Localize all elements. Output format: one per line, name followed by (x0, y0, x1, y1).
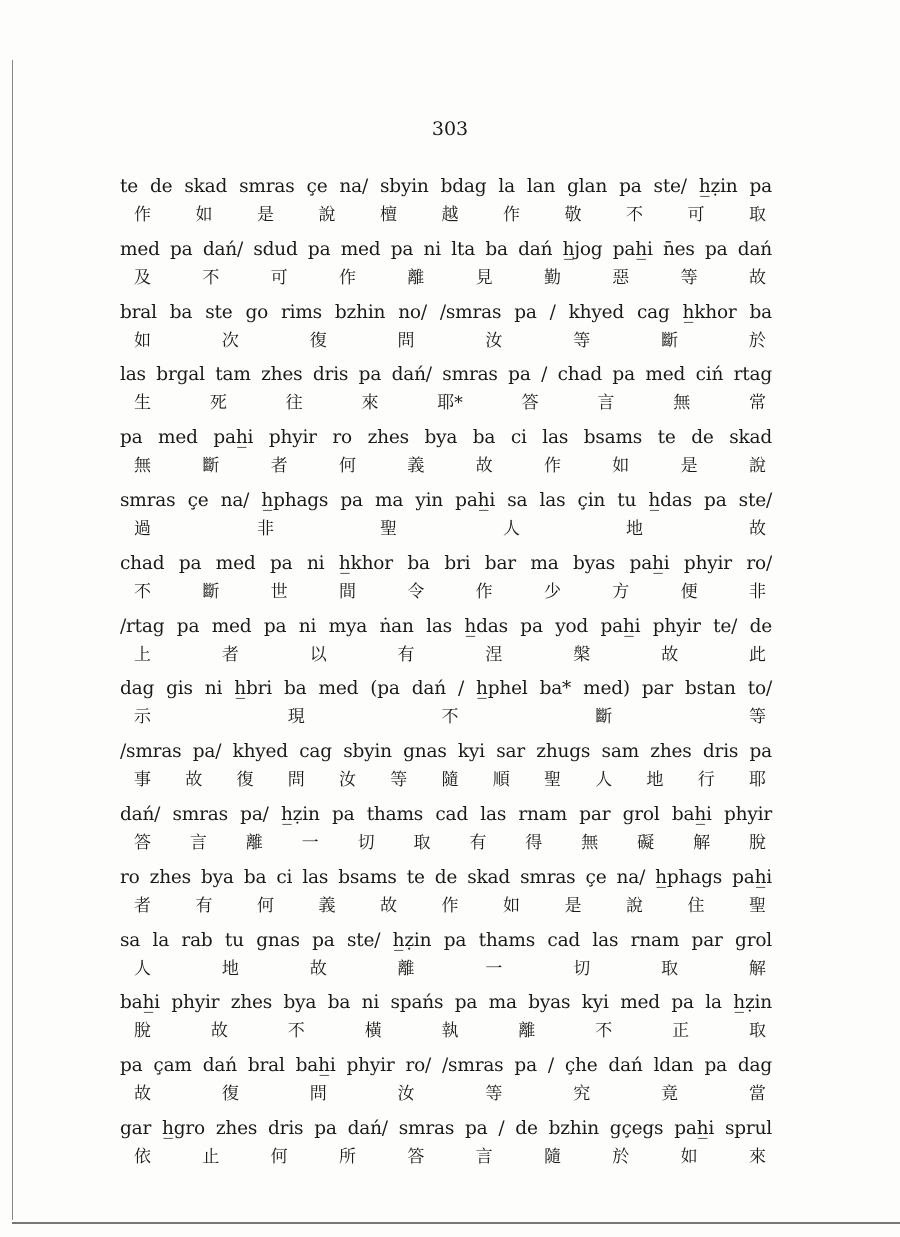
tibetan-transliteration-line: dań/ smras pa/ h̲ẓin pa thams cad las rnam par grol bah̲i phyir (120, 803, 772, 825)
chinese-character: 不 (287, 1021, 305, 1042)
chinese-character: 離 (245, 832, 263, 853)
chinese-character: 如 (503, 895, 520, 916)
tibetan-transliteration-line: pa med pah̲i phyir ro zhes bya ba ci las bsams te de skad (120, 427, 772, 449)
tibetan-transliteration-line: ro zhes bya ba ci las bsams te de skad smras çe na/ h̲phags pah̲i (120, 866, 772, 888)
chinese-character: 隨 (441, 770, 459, 791)
page-number: 303 (431, 118, 469, 140)
chinese-gloss-line (120, 390, 772, 423)
chinese-character: 離 (407, 267, 425, 288)
chinese-character: 如 (680, 1146, 698, 1167)
chinese-character: 涅 (485, 644, 503, 665)
chinese-character: 不 (626, 205, 643, 225)
chinese-character: 非 (748, 581, 766, 602)
chinese-character: 槃 (573, 644, 591, 665)
chinese-character: 方 (612, 581, 630, 602)
chinese-character: 礙 (637, 832, 655, 853)
chinese-character: 往 (285, 393, 303, 414)
chinese-character: 故 (661, 644, 679, 665)
chinese-character: 不 (202, 267, 220, 288)
chinese-character: 取 (749, 1021, 766, 1042)
chinese-character: 所 (338, 1146, 356, 1167)
chinese-character: 故 (185, 770, 203, 791)
chinese-character: 者 (221, 644, 239, 665)
chinese-character: 地 (626, 518, 643, 539)
chinese-character: 義 (318, 895, 336, 916)
interlinear-text (120, 172, 772, 1177)
chinese-character: 等 (485, 1084, 503, 1105)
chinese-character: 聖 (749, 895, 766, 916)
chinese-character: 檀 (380, 205, 397, 225)
chinese-character: 於 (612, 1146, 630, 1167)
chinese-gloss-line (120, 328, 772, 361)
chinese-character: 離 (397, 958, 415, 979)
scan-edge-left (12, 60, 13, 1220)
chinese-character: 故 (475, 456, 493, 477)
chinese-character: 解 (693, 832, 711, 853)
chinese-character: 便 (680, 581, 698, 602)
chinese-character: 耶 (749, 770, 766, 791)
chinese-character: 作 (134, 205, 151, 225)
chinese-character: 惡 (612, 267, 630, 288)
chinese-gloss-line (120, 893, 772, 926)
tibetan-transliteration-line: /smras pa/ khyed cag sbyin gnas kyi sar zhugs sam zhes dris pa (120, 741, 772, 763)
chinese-gloss-line (120, 1081, 772, 1114)
chinese-character: 等 (390, 770, 408, 791)
chinese-character: 作 (441, 895, 459, 916)
chinese-character: 答 (521, 393, 539, 414)
chinese-character: 次 (221, 330, 239, 351)
chinese-character: 取 (413, 832, 431, 853)
chinese-character: 事 (134, 770, 151, 791)
chinese-character: 人 (595, 770, 613, 791)
chinese-character: 者 (134, 895, 151, 916)
chinese-character: 聖 (544, 770, 561, 791)
chinese-gloss-line (120, 202, 772, 235)
chinese-character: 順 (492, 770, 510, 791)
chinese-character: 是 (257, 205, 274, 225)
chinese-character: 作 (338, 267, 356, 288)
chinese-character: 可 (270, 267, 288, 288)
chinese-gloss-line (120, 453, 772, 486)
chinese-character: 究 (573, 1084, 591, 1105)
chinese-character: 說 (748, 456, 766, 477)
chinese-character: 如 (134, 330, 151, 351)
tibetan-transliteration-line: dag gis ni h̲bri ba med (pa dań / h̲phel ba* med) par bstan to/ (120, 678, 772, 700)
chinese-character: 依 (134, 1146, 151, 1167)
chinese-character: 勤 (543, 267, 561, 288)
chinese-character: 汝 (485, 330, 503, 351)
chinese-character: 故 (748, 267, 766, 288)
scan-edge-bottom (12, 1222, 900, 1224)
chinese-character: 何 (257, 895, 274, 916)
chinese-character: 地 (646, 770, 664, 791)
chinese-character: 橫 (364, 1021, 382, 1042)
chinese-character: 復 (236, 770, 254, 791)
chinese-character: 問 (397, 330, 415, 351)
chinese-character: 一 (485, 958, 503, 979)
chinese-gloss-line (120, 704, 772, 737)
chinese-character: 現 (287, 707, 305, 728)
chinese-character: 問 (287, 770, 305, 791)
chinese-character: 隨 (543, 1146, 561, 1167)
chinese-character: 答 (134, 832, 151, 853)
chinese-character: 以 (309, 644, 327, 665)
chinese-gloss-line (120, 642, 772, 675)
chinese-character: 脫 (134, 1021, 151, 1042)
chinese-character: 有 (469, 832, 487, 853)
chinese-character: 耶* (437, 393, 463, 414)
tibetan-transliteration-line: las brgal tam zhes dris pa dań/ smras pa / chad pa med ciń rtag (120, 364, 772, 386)
chinese-character: 故 (210, 1021, 228, 1042)
chinese-character: 少 (543, 581, 561, 602)
chinese-character: 汝 (339, 770, 356, 791)
chinese-character: 等 (680, 267, 698, 288)
chinese-character: 人 (134, 958, 151, 979)
chinese-gloss-line (120, 265, 772, 298)
chinese-character: 令 (407, 581, 425, 602)
tibetan-transliteration-line: bral ba ste go rims bzhin no/ /smras pa / khyed cag h̲khor ba (120, 301, 772, 323)
chinese-character: 來 (361, 393, 379, 414)
chinese-character: 執 (441, 1021, 459, 1042)
chinese-character: 行 (697, 770, 715, 791)
chinese-character: 如 (612, 456, 630, 477)
chinese-character: 復 (309, 330, 327, 351)
chinese-character: 死 (209, 393, 227, 414)
chinese-character: 來 (748, 1146, 766, 1167)
chinese-character: 世 (270, 581, 288, 602)
chinese-character: 及 (134, 267, 151, 288)
chinese-character: 切 (357, 832, 375, 853)
chinese-character: 不 (595, 1021, 613, 1042)
chinese-character: 間 (338, 581, 356, 602)
chinese-character: 義 (407, 456, 425, 477)
chinese-character: 得 (525, 832, 543, 853)
chinese-character: 聖 (380, 518, 397, 539)
chinese-gloss-line (120, 830, 772, 863)
chinese-character: 敬 (564, 205, 582, 225)
chinese-character: 等 (573, 330, 591, 351)
chinese-character: 人 (503, 518, 520, 539)
chinese-character: 斷 (661, 330, 679, 351)
chinese-character: 此 (748, 644, 766, 665)
chinese-character: 作 (475, 581, 493, 602)
chinese-character: 過 (134, 518, 151, 539)
chinese-character: 不 (441, 707, 459, 728)
tibetan-transliteration-line: pa çam dań bral bah̲i phyir ro/ /smras pa / çhe dań ldan pa dag (120, 1055, 772, 1077)
tibetan-transliteration-line: bah̲i phyir zhes bya ba ni spańs pa ma byas kyi med pa la h̲ẓin (120, 992, 772, 1014)
chinese-character: 常 (749, 393, 766, 414)
chinese-gloss-line (120, 1144, 772, 1177)
chinese-character: 非 (257, 518, 274, 539)
chinese-character: 生 (134, 393, 151, 414)
chinese-character: 取 (661, 958, 679, 979)
chinese-character: 見 (475, 267, 493, 288)
chinese-character: 作 (543, 456, 561, 477)
chinese-gloss-line (120, 956, 772, 989)
chinese-character: 說 (318, 205, 336, 225)
chinese-character: 住 (687, 895, 705, 916)
chinese-character: 斷 (595, 707, 613, 728)
chinese-character: 正 (672, 1021, 690, 1042)
tibetan-transliteration-line: sa la rab tu gnas pa ste/ h̲ẓin pa thams cad las rnam par grol (120, 929, 772, 951)
chinese-character: 無 (134, 456, 151, 477)
chinese-character: 解 (748, 958, 766, 979)
chinese-character: 斷 (202, 581, 220, 602)
tibetan-transliteration-line: gar h̲gro zhes dris pa dań/ smras pa / de bzhin gçegs pah̲i sprul (120, 1117, 772, 1139)
chinese-character: 竟 (661, 1084, 679, 1105)
chinese-character: 復 (221, 1084, 239, 1105)
chinese-character: 言 (597, 393, 615, 414)
chinese-character: 一 (301, 832, 319, 853)
chinese-character: 止 (202, 1146, 220, 1167)
chinese-gloss-line (120, 516, 772, 549)
chinese-character: 是 (680, 456, 698, 477)
chinese-character: 當 (748, 1084, 766, 1105)
chinese-character: 可 (687, 205, 705, 225)
chinese-character: 脫 (748, 832, 766, 853)
chinese-character: 斷 (202, 456, 220, 477)
chinese-character: 故 (749, 518, 766, 539)
chinese-character: 者 (270, 456, 288, 477)
chinese-character: 有 (195, 895, 213, 916)
chinese-gloss-line (120, 1018, 772, 1051)
chinese-character: 有 (397, 644, 415, 665)
chinese-gloss-line (120, 767, 772, 800)
chinese-character: 故 (309, 958, 327, 979)
chinese-character: 無 (673, 393, 691, 414)
chinese-character: 故 (134, 1084, 151, 1105)
chinese-character: 說 (626, 895, 643, 916)
chinese-character: 離 (518, 1021, 536, 1042)
chinese-character: 切 (573, 958, 591, 979)
chinese-character: 上 (134, 644, 151, 665)
chinese-character: 無 (581, 832, 599, 853)
chinese-character: 不 (134, 581, 151, 602)
chinese-character: 言 (475, 1146, 493, 1167)
tibetan-transliteration-line: te de skad smras çe na/ sbyin bdag la lan glan pa ste/ h̲ẓin pa (120, 176, 772, 197)
chinese-character: 是 (564, 895, 582, 916)
chinese-character: 示 (134, 707, 151, 728)
chinese-character: 作 (503, 205, 520, 225)
chinese-character: 何 (270, 1146, 288, 1167)
chinese-character: 越 (441, 205, 459, 225)
chinese-character: 言 (189, 832, 207, 853)
chinese-character: 於 (748, 330, 766, 351)
chinese-character: 故 (380, 895, 397, 916)
tibetan-transliteration-line: /rtag pa med pa ni mya ṅan las h̲das pa yod pah̲i phyir te/ de (120, 615, 772, 637)
tibetan-transliteration-line: chad pa med pa ni h̲khor ba bri bar ma byas pah̲i phyir ro/ (120, 552, 772, 574)
chinese-gloss-line (120, 579, 772, 612)
chinese-character: 汝 (397, 1084, 415, 1105)
chinese-character: 等 (749, 707, 766, 728)
chinese-character: 地 (221, 958, 239, 979)
tibetan-transliteration-line: smras çe na/ h̲phags pa ma yin pah̲i sa las çin tu h̲das pa ste/ (120, 489, 772, 511)
tibetan-transliteration-line: med pa dań/ sdud pa med pa ni lta ba dań h̲jog pah̲i n̄es pa dań (120, 238, 772, 260)
chinese-character: 答 (407, 1146, 425, 1167)
chinese-character: 何 (338, 456, 356, 477)
chinese-character: 如 (195, 205, 213, 225)
chinese-character: 取 (749, 205, 766, 225)
chinese-character: 問 (309, 1084, 327, 1105)
